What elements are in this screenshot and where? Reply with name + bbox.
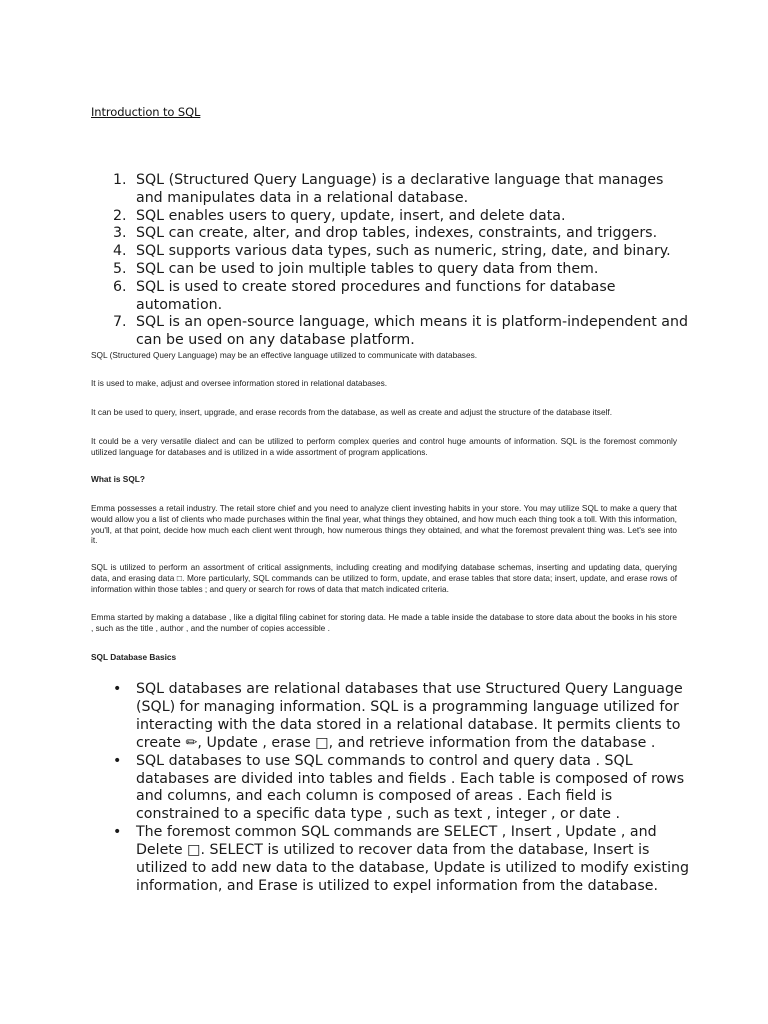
list-item-text: SQL can be used to join multiple tables to query data from them. [136, 260, 599, 277]
list-item-text: SQL (Structured Query Language) is a declarative language that manages and manipulates data in a relational database. [136, 172, 664, 206]
list-item [91, 279, 691, 315]
paragraph-usage: It is used to make, adjust and oversee information stored in relational databases. [91, 378, 388, 388]
list-item [91, 753, 691, 825]
paragraph-query: It can be used to query, insert, upgrade, and erase records from the database, as well as create and adjust the structure of the database itself. [91, 407, 613, 417]
list-number: 5. [113, 260, 127, 277]
list-item-text: SQL databases to use SQL commands to control and query data . SQL databases are divided into tables and fields . Each table is composed of rows and columns, and each column is composed of areas . Each field is constrained to a specific data type , such as text , integer , or date . [136, 752, 685, 823]
list-item-text: SQL supports various data types, such as numeric, string, date, and binary. [136, 243, 671, 260]
list-number: 1. [113, 172, 127, 188]
paragraph-sql-tasks: SQL is utilized to perform an assortment of critical assignments, including creating and modifying database schemas, inserting and updating data, querying data, and erasing data □. More particularly, SQL commands can be utilized to form, update, and erase tables that store data; insert, update, and erase rows of information within those tables ; and query or search for rows of data that match indicated criteria. [91, 562, 677, 594]
list-item [91, 208, 691, 226]
paragraph-intro: SQL (Structured Query Language) may be an effective language utilized to communicate with databases. [91, 350, 478, 360]
list-item [91, 243, 691, 261]
list-number: 4. [113, 243, 127, 260]
list-item [91, 172, 691, 208]
list-item-text: The foremost common SQL commands are SELECT , Insert , Update , and Delete □. SELECT is utilized to recover data from the database, Insert is utilized to add new data to the database, Update is utilized to modify existing information, and Erase is utilized to expel information from the database. [136, 824, 690, 894]
paragraph-emma-retail: Emma possesses a retail industry. The retail store chief and you need to analyze client investing habits in your store. You may utilize SQL to make a query that would allow you a list of clients who made purchases within the final year, what things they obtained, and how much each thing took a toll. With this information, you'll, at that point, decide how much each client went through, how numerous things they obtained, and what the foremost prevalent thing was. Let's see into it. [91, 503, 677, 546]
list-item-text: SQL databases are relational databases that use Structured Query Language (SQL) for managing information. SQL is a programming language utilized for interacting with the data stored in a relational database. It permits clients to create ✏, Update , erase □, and retrieve information from the database . [136, 681, 683, 751]
section-heading-database-basics: SQL Database Basics [91, 652, 177, 662]
list-item [91, 681, 691, 753]
list-item [91, 824, 691, 896]
list-item [91, 225, 691, 243]
bullet-list [91, 681, 691, 896]
bullet-icon: • [113, 824, 122, 841]
list-item-text: SQL can create, alter, and drop tables, indexes, constraints, and triggers. [136, 225, 658, 242]
numbered-list [91, 172, 691, 350]
list-number: 6. [113, 278, 127, 295]
list-item [91, 314, 691, 350]
document-title: Introduction to SQL [91, 105, 201, 119]
list-item-text: SQL is an open-source language, which means it is platform-independent and can be used on any database platform. [136, 314, 688, 349]
section-heading-what-is-sql: What is SQL? [91, 474, 145, 484]
list-item-text: SQL enables users to query, update, insert, and delete data. [136, 207, 566, 224]
paragraph-versatile: It could be a very versatile dialect and can be utilized to perform complex queries and control huge amounts of information. SQL is the foremost commonly utilized language for databases and is utilized in a wide assortment of program applications. [91, 436, 677, 457]
bullet-icon: • [113, 752, 122, 769]
bullet-icon: • [113, 681, 122, 697]
list-number: 7. [113, 314, 127, 331]
list-item [91, 261, 691, 279]
list-number: 2. [113, 207, 127, 224]
list-item-text: SQL is used to create stored procedures and functions for database automation. [136, 278, 616, 313]
paragraph-emma-database: Emma started by making a database , like a digital filing cabinet for storing data. He made a table inside the database to store data about the books in his store , such as the title , author , and the number of copies accessible . [91, 612, 677, 633]
list-number: 3. [113, 225, 127, 242]
